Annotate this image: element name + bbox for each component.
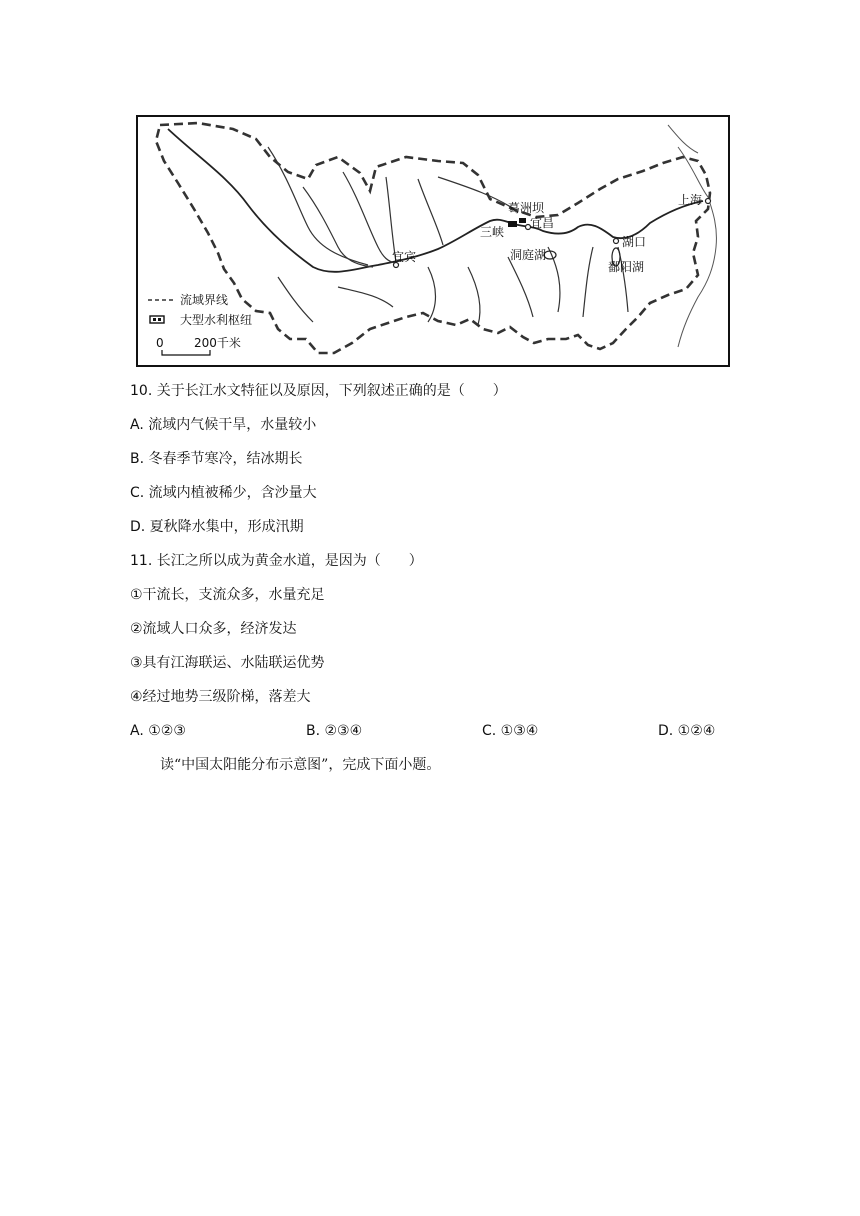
question-10-option-d: D. 夏秋降水集中，形成汛期 [130, 519, 304, 535]
question-10-option-b: B. 冬春季节寒冷，结冰期长 [130, 451, 303, 467]
tributary [278, 277, 313, 322]
question-10-option-a: A. 流域内气候干旱，水量较小 [130, 417, 317, 433]
question-10-stem: 10. 关于长江水文特征以及原因，下列叙述正确的是（ ） [130, 383, 507, 399]
question-11-option-c: C. ①③④ [482, 723, 539, 739]
yichang-label: 宜昌 [530, 216, 555, 230]
hukou-label: 湖口 [622, 235, 647, 249]
hukou-dot [614, 239, 619, 244]
legend-hub-label: 大型水利枢纽 [180, 313, 253, 327]
question-11-option-b: B. ②③④ [306, 723, 363, 739]
tributary [418, 179, 443, 245]
yangtze-basin-map [136, 115, 730, 367]
legend-hub-icon [150, 316, 164, 323]
question-11-statement-2: ②流域人口众多，经济发达 [130, 621, 297, 637]
yibin-label: 宜宾 [392, 250, 417, 264]
shanghai-dot [706, 199, 711, 204]
tributary [438, 177, 518, 212]
question-11-option-a: A. ①②③ [130, 723, 186, 739]
tributary [508, 257, 533, 317]
question-11-stem: 11. 长江之所以成为黄金水道，是因为（ ） [130, 553, 423, 569]
legend-scale-bar [162, 350, 210, 355]
legend-hub-icon-fill [153, 318, 156, 321]
question-11-option-d: D. ①②④ [658, 723, 716, 739]
next-section-intro: 读“中国太阳能分布示意图”，完成下面小题。 [160, 757, 441, 773]
sanxia-label: 三峡 [480, 225, 505, 239]
tributary [583, 247, 593, 317]
question-11-statement-1: ①干流长，支流众多，水量充足 [130, 587, 325, 603]
question-10-option-c: C. 流域内植被稀少，含沙量大 [130, 485, 317, 501]
scale-text-label: 200千米 [194, 336, 241, 350]
dongtinghu-label: 洞庭湖 [510, 248, 547, 262]
yangtze-main-river [168, 129, 703, 272]
scale-zero-label: 0 [156, 336, 164, 350]
shanghai-label: 上海 [678, 193, 703, 207]
tributary [548, 247, 560, 312]
legend-boundary-label: 流域界线 [180, 293, 229, 307]
coastline [678, 147, 716, 347]
sanxia-hub-icon [508, 221, 517, 227]
coastline [668, 125, 698, 153]
poyanghu-label: 鄱阳湖 [608, 260, 645, 274]
gezhouba-hub-icon [519, 218, 526, 223]
legend-hub-icon-fill [158, 318, 161, 321]
tributary [343, 172, 396, 263]
question-11-statement-3: ③具有江海联运、水陆联运优势 [130, 655, 325, 671]
tributary [468, 267, 480, 325]
tributary [428, 267, 436, 322]
tributary [338, 287, 393, 307]
gezhouba-label: 葛洲坝 [508, 201, 545, 215]
question-11-statement-4: ④经过地势三级阶梯，落差大 [130, 689, 311, 705]
